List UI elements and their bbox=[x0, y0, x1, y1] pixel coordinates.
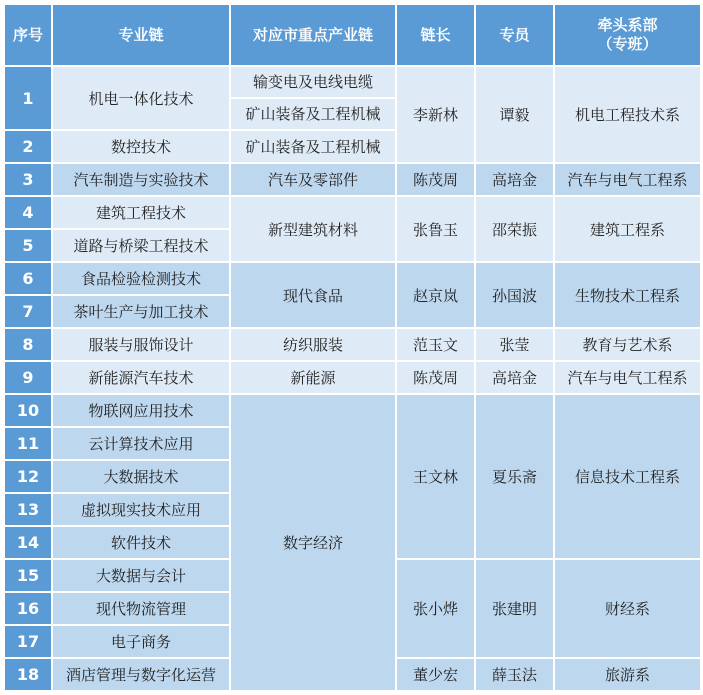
leader-cell: 李新林 bbox=[396, 66, 475, 163]
major-cell: 大数据与会计 bbox=[52, 559, 230, 592]
leader-cell: 陈茂周 bbox=[396, 163, 475, 196]
major-cell: 建筑工程技术 bbox=[52, 196, 230, 229]
major-cell: 机电一体化技术 bbox=[52, 66, 230, 130]
industry-subcell: 矿山装备及工程机械 bbox=[245, 105, 381, 123]
industry-subcell: 输变电及电线电缆 bbox=[231, 67, 395, 99]
row-number: 7 bbox=[4, 295, 52, 328]
leader-cell: 赵京岚 bbox=[396, 262, 475, 328]
major-cell: 软件技术 bbox=[52, 526, 230, 559]
row-number: 4 bbox=[4, 196, 52, 229]
row-number: 6 bbox=[4, 262, 52, 295]
leader-cell: 范玉文 bbox=[396, 328, 475, 361]
header-chain-leader: 链长 bbox=[396, 4, 475, 66]
row-number: 17 bbox=[4, 625, 52, 658]
major-cell: 虚拟现实技术应用 bbox=[52, 493, 230, 526]
major-cell: 酒店管理与数字化运营 bbox=[52, 658, 230, 691]
commissioner-cell: 张莹 bbox=[475, 328, 554, 361]
row-number: 2 bbox=[4, 130, 52, 163]
table-row bbox=[4, 196, 701, 229]
industry-cell: 新型建筑材料 bbox=[230, 196, 396, 262]
header-industry-chain: 对应市重点产业链 bbox=[230, 4, 396, 66]
commissioner-cell: 孙国波 bbox=[475, 262, 554, 328]
commissioner-cell: 夏乐斋 bbox=[475, 394, 554, 559]
major-cell: 云计算技术应用 bbox=[52, 427, 230, 460]
table-row bbox=[4, 66, 701, 130]
department-cell: 汽车与电气工程系 bbox=[554, 361, 701, 394]
major-cell: 大数据技术 bbox=[52, 460, 230, 493]
department-cell: 财经系 bbox=[554, 559, 701, 658]
major-cell: 数控技术 bbox=[52, 130, 230, 163]
table-row bbox=[4, 163, 701, 196]
row-number: 3 bbox=[4, 163, 52, 196]
industry-cell: 数字经济 bbox=[230, 394, 396, 691]
major-cell: 新能源汽车技术 bbox=[52, 361, 230, 394]
major-cell: 汽车制造与实验技术 bbox=[52, 163, 230, 196]
leader-cell: 王文林 bbox=[396, 394, 475, 559]
row-number: 9 bbox=[4, 361, 52, 394]
leader-cell: 张鲁玉 bbox=[396, 196, 475, 262]
major-cell: 现代物流管理 bbox=[52, 592, 230, 625]
leader-cell: 董少宏 bbox=[396, 658, 475, 691]
table-header-row bbox=[4, 4, 701, 66]
row-number: 16 bbox=[4, 592, 52, 625]
header-commissioner: 专员 bbox=[475, 4, 554, 66]
table-row bbox=[4, 361, 701, 394]
department-cell: 机电工程技术系 bbox=[554, 66, 701, 163]
header-lead-department bbox=[554, 4, 701, 66]
leader-cell: 张小烨 bbox=[396, 559, 475, 658]
major-cell: 食品检验检测技术 bbox=[52, 262, 230, 295]
header-major-chain: 专业链 bbox=[52, 4, 230, 66]
row-number: 14 bbox=[4, 526, 52, 559]
major-cell: 茶叶生产与加工技术 bbox=[52, 295, 230, 328]
department-cell: 教育与艺术系 bbox=[554, 328, 701, 361]
commissioner-cell: 高培金 bbox=[475, 163, 554, 196]
row-number: 12 bbox=[4, 460, 52, 493]
major-cell: 电子商务 bbox=[52, 625, 230, 658]
major-cell: 服装与服饰设计 bbox=[52, 328, 230, 361]
commissioner-cell: 高培金 bbox=[475, 361, 554, 394]
row-number: 15 bbox=[4, 559, 52, 592]
industry-cell: 汽车及零部件 bbox=[230, 163, 396, 196]
department-cell: 信息技术工程系 bbox=[554, 394, 701, 559]
row-number: 13 bbox=[4, 493, 52, 526]
header-dept-line2: （专班） bbox=[597, 35, 658, 53]
commissioner-cell: 薛玉法 bbox=[475, 658, 554, 691]
commissioner-cell: 邵荣振 bbox=[475, 196, 554, 262]
industry-cell: 现代食品 bbox=[230, 262, 396, 328]
major-cell: 道路与桥梁工程技术 bbox=[52, 229, 230, 262]
header-seq: 序号 bbox=[4, 4, 52, 66]
department-cell: 建筑工程系 bbox=[554, 196, 701, 262]
industry-cell bbox=[230, 66, 396, 130]
major-cell: 物联网应用技术 bbox=[52, 394, 230, 427]
row-number: 8 bbox=[4, 328, 52, 361]
table-row bbox=[4, 262, 701, 295]
row-number: 10 bbox=[4, 394, 52, 427]
table-row bbox=[4, 328, 701, 361]
commissioner-cell: 谭毅 bbox=[475, 66, 554, 163]
row-number: 5 bbox=[4, 229, 52, 262]
industry-chain-table bbox=[3, 3, 702, 692]
header-dept-line1: 牵头系部 bbox=[597, 16, 658, 34]
commissioner-cell: 张建明 bbox=[475, 559, 554, 658]
industry-cell: 纺织服装 bbox=[230, 328, 396, 361]
row-number: 1 bbox=[4, 66, 52, 130]
industry-cell: 矿山装备及工程机械 bbox=[230, 130, 396, 163]
row-number: 18 bbox=[4, 658, 52, 691]
industry-cell: 新能源 bbox=[230, 361, 396, 394]
table-row bbox=[4, 394, 701, 427]
department-cell: 生物技术工程系 bbox=[554, 262, 701, 328]
department-cell: 汽车与电气工程系 bbox=[554, 163, 701, 196]
row-number: 11 bbox=[4, 427, 52, 460]
leader-cell: 陈茂周 bbox=[396, 361, 475, 394]
department-cell: 旅游系 bbox=[554, 658, 701, 691]
